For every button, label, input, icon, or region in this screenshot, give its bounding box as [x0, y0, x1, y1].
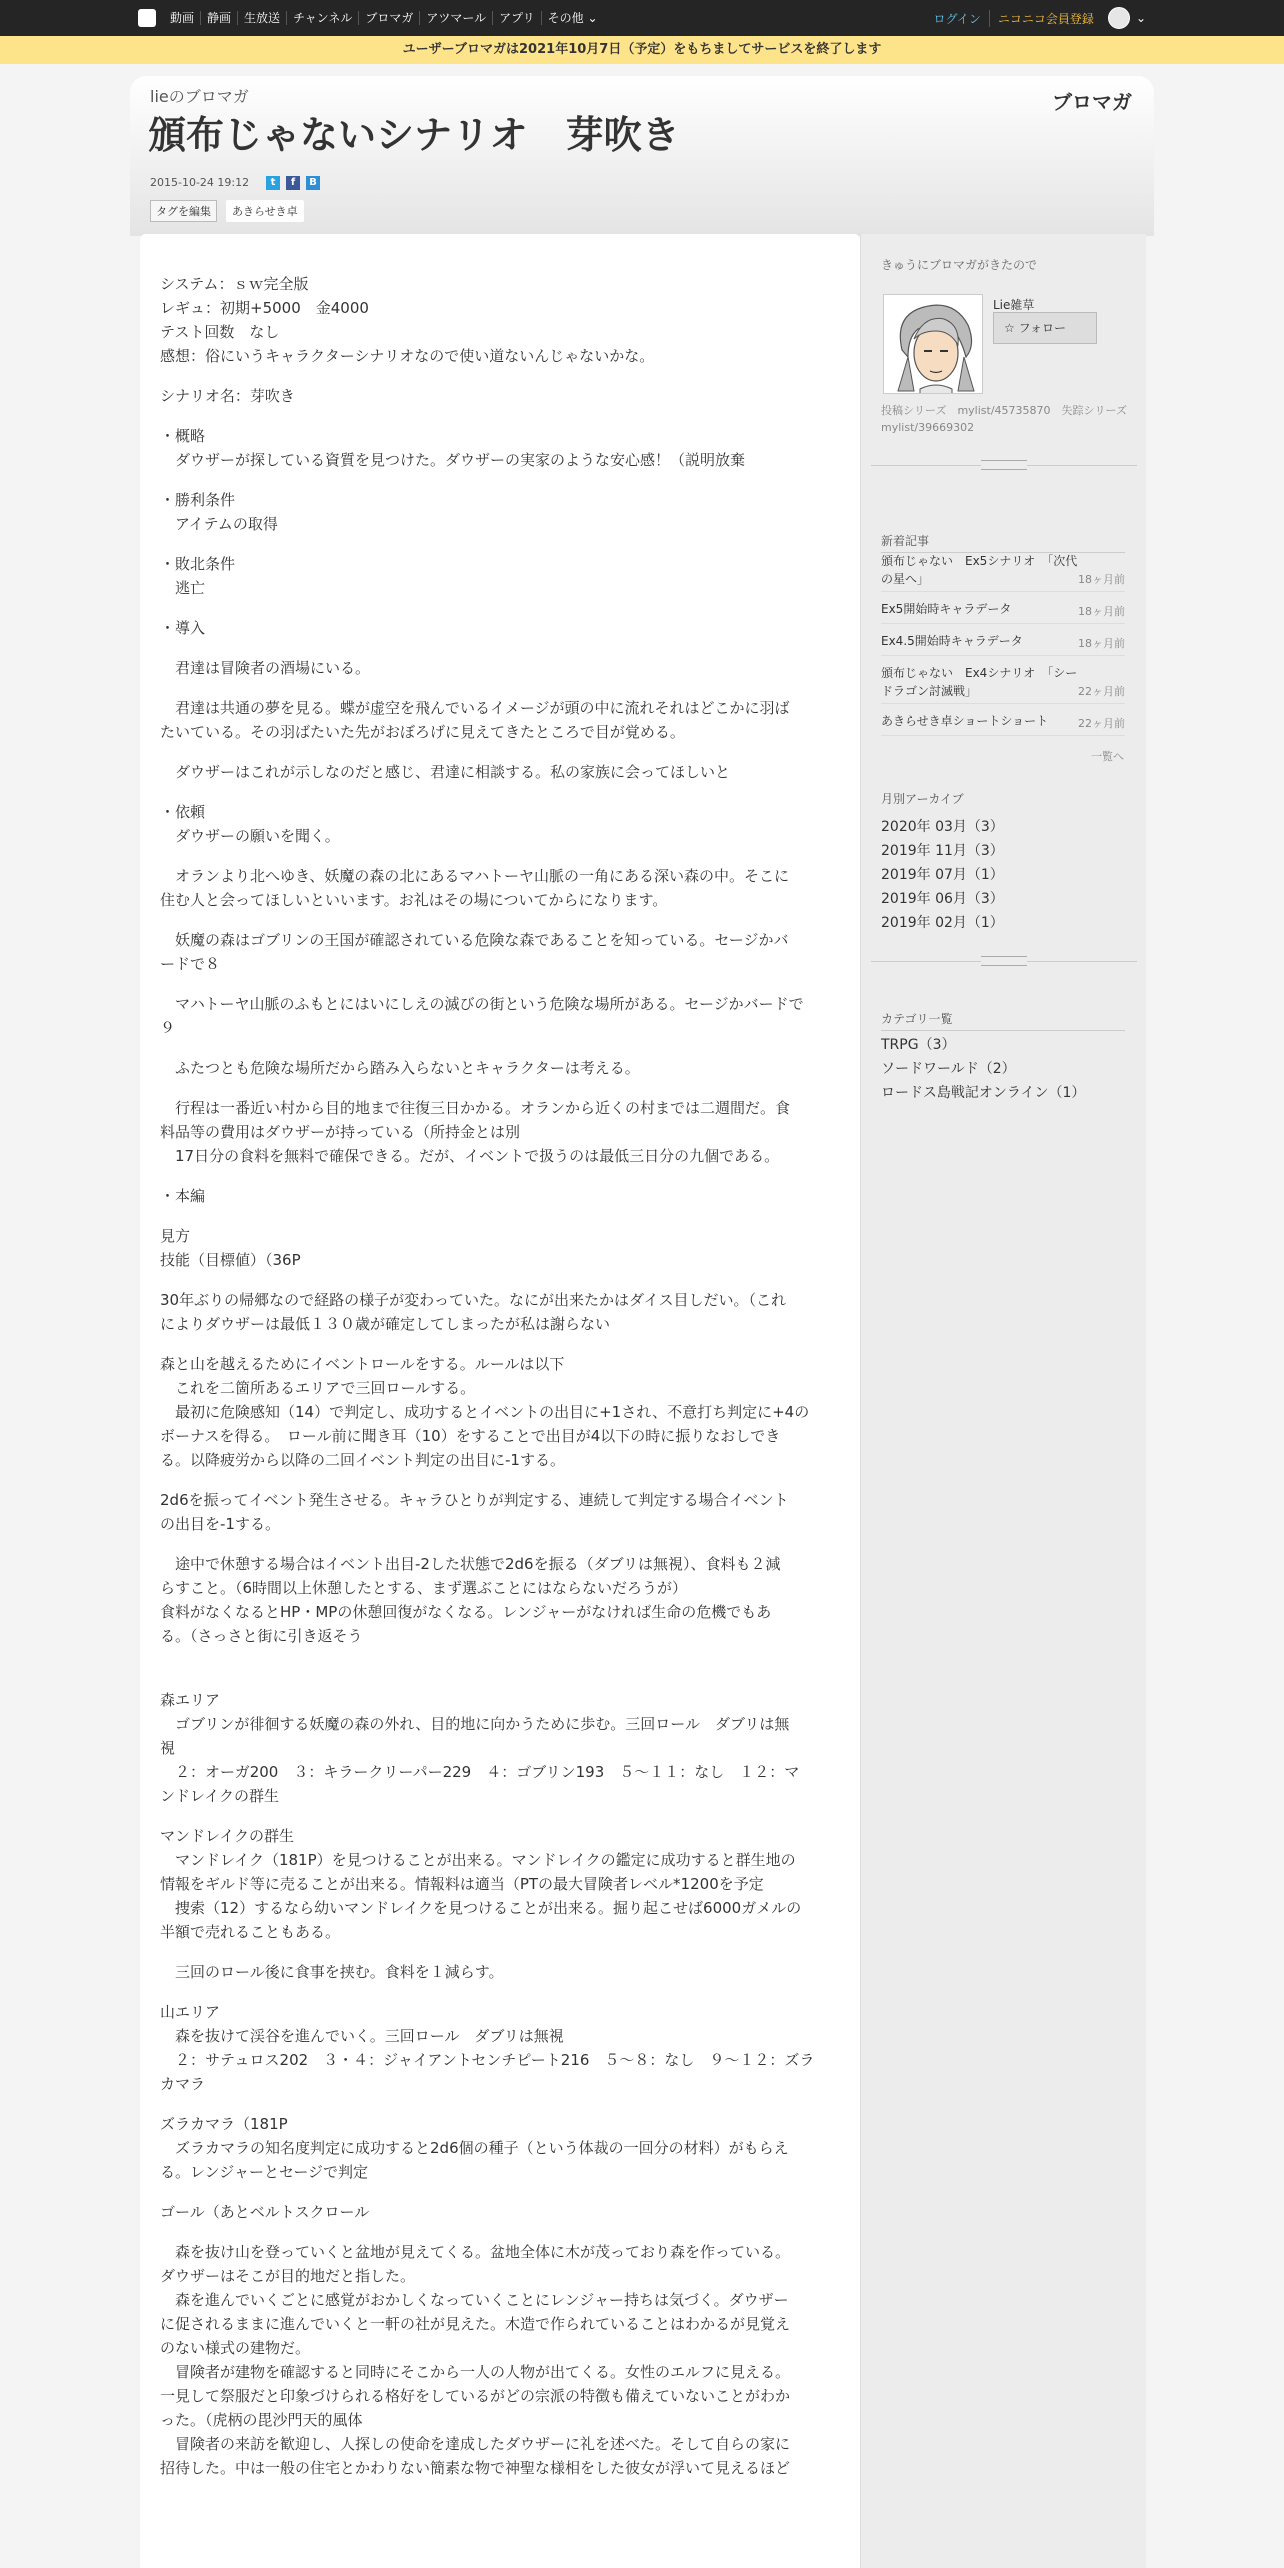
article-paragraph: ・依頼 ダウザーの願いを聞く。 [160, 803, 340, 845]
news-item[interactable] [881, 600, 1125, 624]
news-item-ago: 18ヶ月前 [1078, 573, 1125, 586]
login-link[interactable]: ログイン [934, 10, 990, 27]
article-paragraph: 山エリア 森を抜けて渓谷を進んでいく。三回ロール ダブリは無視 ２：サテュロス202 ３・４：ジャイアントセンチピート216 ５～８：なし ９～１２：ズラ カマラ [160, 2003, 815, 2093]
article-paragraph: ダウザーはこれが示しなのだと感じ、君達に相談する。私の家族に会ってほしいと [160, 763, 731, 781]
nav-item-blomaga[interactable]: ブロマガ [359, 11, 420, 25]
account-area [934, 0, 1146, 36]
news-more-link[interactable]: 一覧へ [1091, 750, 1124, 763]
news-item-title[interactable]: 頒布じゃない Ex4シナリオ 「シードラゴン討滅戦」 [881, 666, 1078, 698]
account-menu-chevron-icon[interactable]: ⌄ [1135, 11, 1146, 25]
article-paragraph: ・敗北条件 逃亡 [160, 555, 236, 597]
article-paragraph: 君達は共通の夢を見る。蝶が虚空を飛んでいるイメージが頭の中に流れそれはどこかに羽ば たいている。その羽ばたいた先がおぼろげに見えてきたところで目が覚める。 [160, 699, 790, 741]
star-icon: ☆ [1004, 321, 1015, 335]
global-nav [164, 0, 604, 36]
user-avatar-icon[interactable] [1108, 7, 1130, 29]
news-item[interactable] [881, 664, 1125, 704]
tag-edit-button[interactable]: タグを編集 [150, 200, 217, 222]
article-paragraph: ・導入 [160, 619, 206, 637]
news-item-ago: 22ヶ月前 [1078, 685, 1125, 698]
news-item-ago: 18ヶ月前 [1078, 637, 1125, 650]
category-item[interactable]: ソードワールド（2） [881, 1061, 1016, 1077]
nav-item-atsumaru[interactable]: アツマール [420, 11, 493, 25]
article-paragraph: 森と山を越えるためにイベントロールをする。ルールは以下 これを二箇所あるエリアで三回ロールする。 最初に危険感知（14）で判定し、成功するとイベントの出目に+1され、不意打ち判定に+4の ボーナスを得る。 ロール前に聞き耳（10）をすることで出目が4以下の時に振りなおしでき る。以降疲労から以降の二回イベント判定の出目に-1する。 [160, 1355, 810, 1469]
article-paragraph: ゴール（あとベルトスクロール [160, 2203, 370, 2221]
news-item[interactable] [881, 712, 1125, 736]
chevron-down-icon: ⌄ [587, 11, 598, 25]
archive-heading: 月別アーカイブ [881, 792, 964, 806]
section-divider [861, 956, 1147, 968]
news-item-title[interactable]: 頒布じゃない Ex5シナリオ 「次代の星へ」 [881, 554, 1078, 586]
news-item-ago: 22ヶ月前 [1078, 717, 1125, 730]
article-paragraph: 見方 技能（目標値）（36P [160, 1227, 301, 1269]
archive-item[interactable]: 2019年 02月（1） [881, 915, 1004, 931]
article-paragraph: 君達は冒険者の酒場にいる。 [160, 659, 371, 677]
nav-item-other-label: その他 [547, 11, 584, 25]
nav-item-app[interactable]: アプリ [493, 11, 542, 25]
article-paragraph: 行程は一番近い村から目的地まで往復三日かかる。オランから近くの村までは二週間だ。食 料品等の費用はダウザーが持っている（所持金とは別 17日分の食料を無料で確保できる。だが、イベントで扱うのは最低三日分の九個である。 [160, 1099, 791, 1165]
service-end-notice: ユーザーブロマガは2021年10月7日（予定）をもちましてサービスを終了します [0, 36, 1284, 64]
blomaga-brand-logo[interactable]: ブロマガ [1052, 90, 1132, 114]
share-buttons [266, 176, 320, 190]
category-heading: カテゴリ一覧 [881, 1010, 1125, 1031]
news-item-title[interactable]: Ex4.5開始時キャラデータ [881, 634, 1023, 648]
archive-item[interactable]: 2019年 11月（3） [881, 843, 1004, 859]
nav-item-video[interactable]: 動画 [164, 11, 201, 25]
article-paragraph: 妖魔の森はゴブリンの王国が確認されている危険な森であることを知っている。セージかバ ードで８ [160, 931, 789, 973]
article-paragraph: ・勝利条件 アイテムの取得 [160, 491, 278, 533]
article-paragraph: ズラカマラ（181P ズラカマラの知名度判定に成功すると2d6個の種子（という体裁の一回分の材料）がもらえ る。レンジャーとセージで判定 [160, 2115, 789, 2181]
article-paragraph: 2d6を振ってイベント発生させる。キャラひとりが判定する、連続して判定する場合イベント の出目を-1する。 [160, 1491, 789, 1533]
author-avatar[interactable] [883, 294, 983, 394]
news-item[interactable] [881, 552, 1125, 592]
article-paragraph: オランより北へゆき、妖魔の森の北にあるマハトーヤ山脈の一角にある深い森の中。そこに 住む人と会ってほしいといいます。お礼はその場についてからになります。 [160, 867, 789, 909]
article-body [140, 234, 860, 2568]
author-series: 投稿シリーズ mylist/45735870 失踪シリーズ mylist/39669302 [881, 404, 1138, 434]
hatena-bookmark-icon[interactable]: B [306, 176, 320, 190]
author-intro: きゅうにブロマガがきたので [881, 258, 1038, 272]
article-paragraph: ・本編 [160, 1187, 206, 1205]
twitter-share-icon[interactable]: t [266, 176, 280, 190]
register-link[interactable]: ニコニコ会員登録 [997, 11, 1094, 26]
article-title: 頒布じゃないシナリオ 芽吹き [148, 113, 680, 157]
section-divider [861, 460, 1147, 472]
archive-item[interactable]: 2019年 06月（3） [881, 891, 1004, 907]
article-date: 2015-10-24 19:12 [150, 176, 250, 189]
nav-item-channel[interactable]: チャンネル [287, 11, 359, 25]
news-item-title[interactable]: あきらせき卓ショートショート [881, 714, 1049, 728]
news-item-ago: 18ヶ月前 [1078, 605, 1125, 618]
article-paragraph: 30年ぶりの帰郷なので経路の様子が変わっていた。なにが出来たかはダイス目しだい。（これ によりダウザーは最低１３０歳が確定してしまったが私は謝らない [160, 1291, 786, 1333]
archive-item[interactable]: 2019年 07月（1） [881, 867, 1004, 883]
news-item[interactable] [881, 632, 1125, 656]
article-paragraph: ふたつとも危険な場所だから踏み入らないとキャラクターは考える。 [160, 1059, 640, 1077]
article-paragraph: シナリオ名：芽吹き [160, 387, 295, 405]
category-item[interactable]: TRPG（3） [881, 1037, 956, 1053]
article-paragraph: 森エリア ゴブリンが徘徊する妖魔の森の外れ、目的地に向かうために歩む。三回ロール ダブリは無 視 ２：オーガ200 ３：キラークリーパー229 ４：ゴブリン193 ５～１１：なし １２：マ ンドレイクの群生 [160, 1691, 800, 1805]
archive-item[interactable]: 2020年 03月（3） [881, 819, 1004, 835]
news-item-title[interactable]: Ex5開始時キャラデータ [881, 602, 1012, 616]
follow-button[interactable] [993, 312, 1097, 344]
article-paragraph: マハトーヤ山脈のふもとにはいにしえの滅びの街という危険な場所がある。セージかバードで ９ [160, 995, 804, 1037]
article-paragraph: マンドレイクの群生 マンドレイク（181P）を見つけることが出来る。マンドレイクの鑑定に成功すると群生地の 情報をギルド等に売ることが出来る。情報料は適当（PTの最大冒険者レベル*1200を予定 捜索（12）するなら幼いマンドレイクを見つけることが出来る。掘り起こせば6000ガメルの 半額で売れることもある。 [160, 1827, 802, 1941]
sidebar [860, 234, 1146, 2568]
niconico-logo-icon[interactable] [138, 9, 156, 27]
article-paragraph: システム：ｓｗ完全版 レギュ：初期+5000 金4000 テスト回数 なし 感想：俗にいうキャラクターシナリオなので使い道ないんじゃないかな。 [160, 275, 655, 365]
article-paragraph: 途中で休憩する場合はイベント出目-2した状態で2d6を振る（ダブリは無視）、食料も２減 らすこと。（6時間以上休憩したとする、まず選ぶことにはならないだろうが） 食料がなくなるとHP・MPの休憩回復がなくなる。レンジャーがなければ生命の危機でもあ る。（さっさと街に引き返そう [160, 1555, 781, 1645]
news-heading: 新着記事 [881, 532, 1125, 553]
global-nav-bar [0, 0, 1284, 36]
article-tag[interactable]: あきらせき卓 [226, 200, 304, 222]
nav-item-live[interactable]: 生放送 [238, 11, 287, 25]
category-item[interactable]: ロードス島戦記オンライン（1） [881, 1085, 1086, 1101]
article-header [130, 76, 1154, 236]
article-paragraph: 森を抜け山を登っていくと盆地が見えてくる。盆地全体に木が茂っており森を作っている。 ダウザーはそこが目的地だと指した。 森を進んでいくごとに感覚がおかしくなっていくことにレンジャー持ちは気づく。ダウザー に促されるままに進んでいくと一軒の社が見えた。木造で作られていることはわかるが見覚え のない様式の建物だ。 冒険者が建物を確認すると同時にそこから一人の人物が出てくる。女性のエルフに見える。 一見して祭服だと印象づけられる格好をしているがどの宗派の特徴も備えていないことがわか った。（虎柄の毘沙門天的風体 冒険者の来訪を歓迎し、人探しの使命を達成したダウザーに礼を述べた。そして自らの家に 招待した。中は一般の住宅とかわりない簡素な物で神聖な様相をした彼女が浮いて見えるほど [160, 2243, 791, 2477]
author-name[interactable]: Lie雑草 [993, 298, 1035, 312]
follow-button-label: フォロー [1018, 321, 1066, 335]
nav-item-other[interactable] [542, 11, 604, 25]
nav-item-seiga[interactable]: 静画 [201, 11, 238, 25]
facebook-share-icon[interactable]: f [286, 176, 300, 190]
article-paragraph: ・概略 ダウザーが探している資質を見つけた。ダウザーの実家のような安心感！（説明放棄 [160, 427, 746, 469]
blog-name[interactable]: lieのブロマガ [150, 87, 249, 106]
article-paragraph: 三回のロール後に食事を挟む。食料を１減らす。 [160, 1963, 504, 1981]
